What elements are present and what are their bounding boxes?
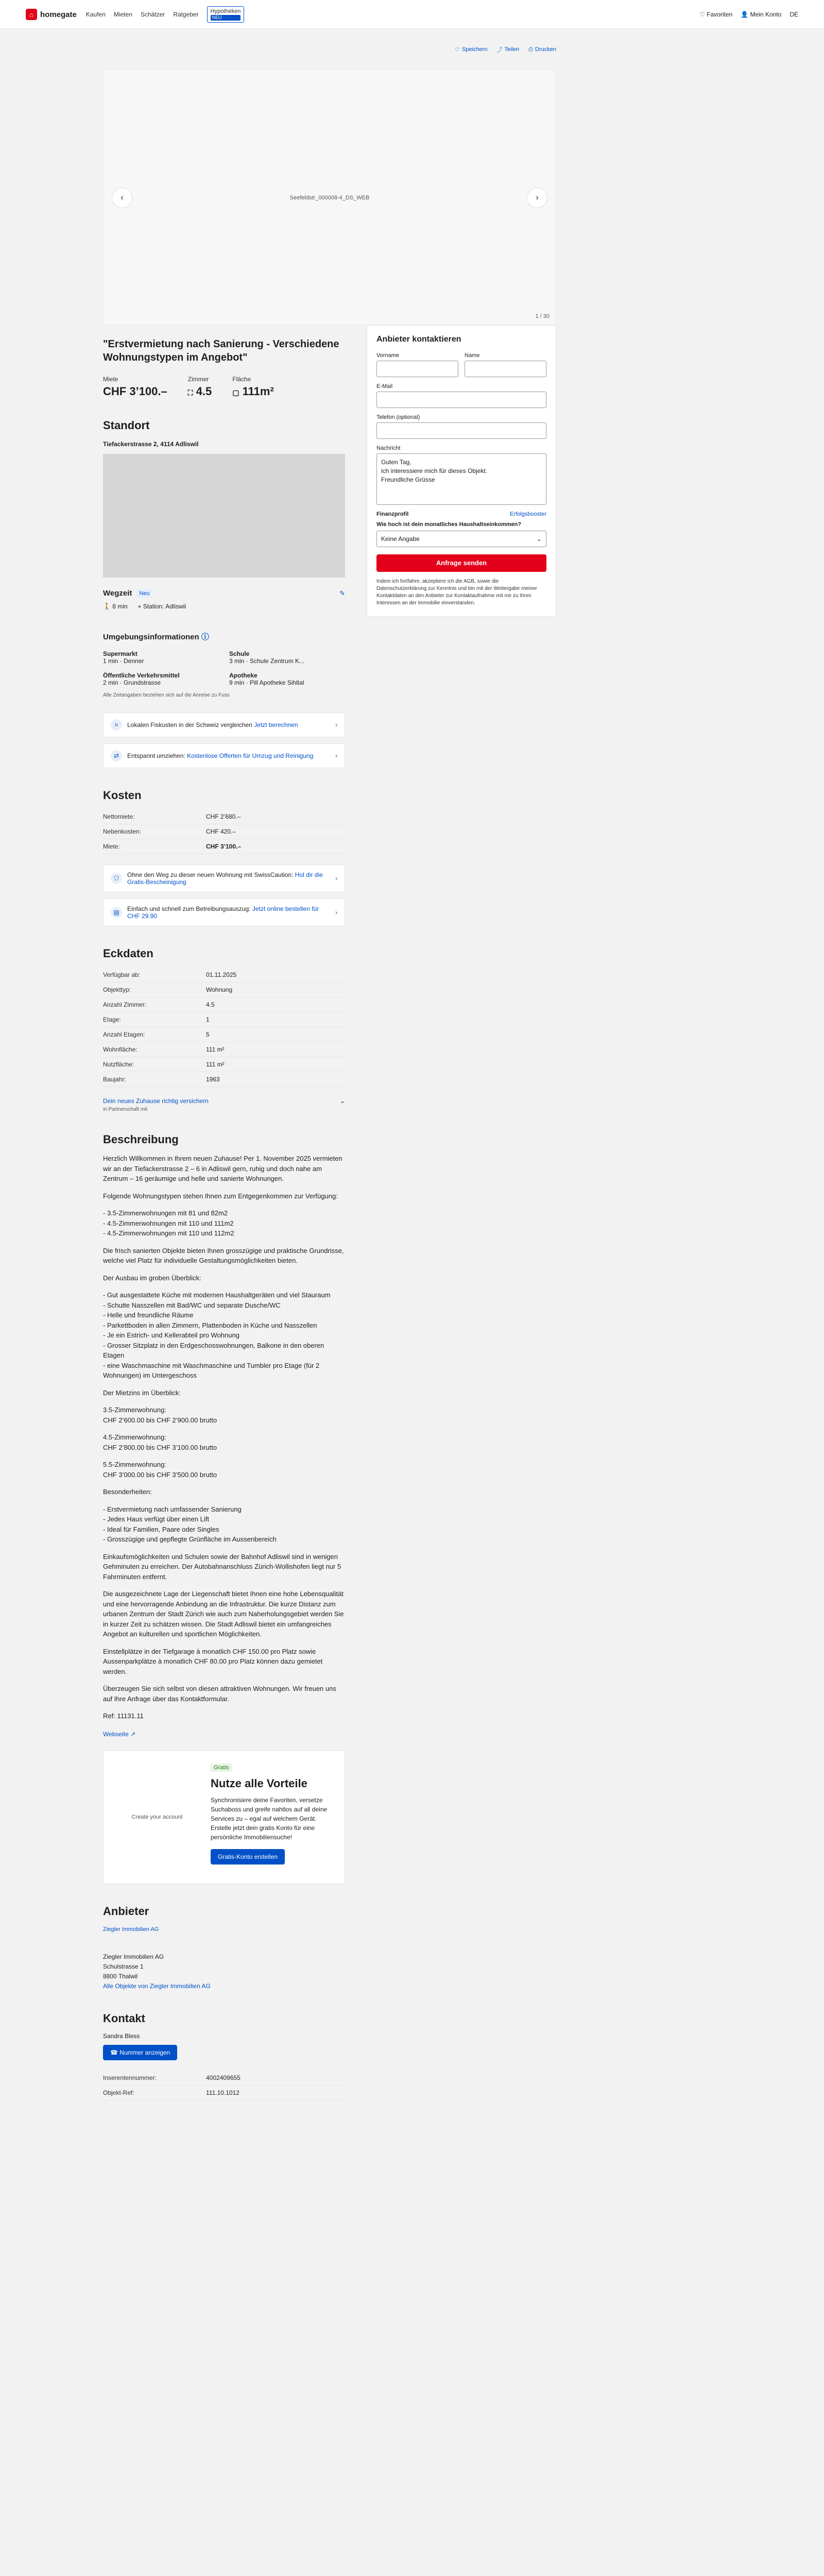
listing-content <box>103 325 345 2100</box>
nav-hypotheken-label: Hypotheken <box>210 8 241 14</box>
rent-label: Miete <box>103 376 118 383</box>
contact-row <box>103 2086 345 2100</box>
gallery-image: Seefeldstr_000008-4_DS_WEB <box>289 194 370 201</box>
location-heading: Standort <box>103 419 150 432</box>
website-link[interactable] <box>103 1731 135 1738</box>
heart-icon: ♡ <box>455 46 460 53</box>
detail-row <box>103 997 345 1012</box>
detail-label: Wohnfläche: <box>103 1046 138 1053</box>
create-account-button[interactable]: Gratis-Konto erstellen <box>211 1849 285 1865</box>
share-label: Teilen <box>504 46 520 53</box>
last-name-label: Name <box>465 352 480 359</box>
rent-value: CHF 3’100.– <box>103 385 167 398</box>
provider-city: 8800 Thalwil <box>103 1972 138 1980</box>
listing-title: "Erstvermietung nach Sanierung - Verschiedene Wohnungstypen im Angebot" <box>103 338 339 363</box>
travel-destination-value: Station: Adliswil <box>143 603 186 610</box>
chevron-left-icon: ‹ <box>121 193 124 202</box>
detail-value: 01.11.2025 <box>206 971 237 978</box>
cost-label: Nettomiete: <box>103 813 135 820</box>
surroundings-heading-text: Umgebungsinformationen <box>103 633 199 641</box>
share-button[interactable] <box>496 45 519 54</box>
contact-value: 4002409655 <box>206 2074 241 2082</box>
gallery-counter: 1 / 30 <box>535 313 550 319</box>
caution-card-link[interactable]: Hol dir die Gratis-Bescheinigung <box>127 871 323 886</box>
household-select-value: Keine Angabe <box>381 535 420 543</box>
first-name-label: Vorname <box>376 352 400 359</box>
walk-icon: 🚶 <box>103 603 111 610</box>
surrounding-value: 1 min · Denner <box>103 657 144 665</box>
detail-value: 1963 <box>206 1076 220 1083</box>
description-paragraph: Einstellplätze in der Tiefgarage à monatlich CHF 150.00 pro Platz sowie Aussenparkplätze à monatlich CHF 80.00 pro Platz können dazu gemietet werden. <box>103 1647 323 1675</box>
form-heading: Anbieter kontaktieren <box>376 335 461 344</box>
provider-all-link[interactable]: Alle Objekte von Ziegler Immobilien AG <box>103 1982 211 1990</box>
description-paragraph: 4.5-Zimmerwohnung: CHF 2’800.00 bis CHF 3’100.00 brutto <box>103 1433 217 1451</box>
show-number-button[interactable] <box>103 2045 177 2060</box>
surrounding-item <box>229 672 345 686</box>
surroundings-section <box>103 631 345 698</box>
new-badge: Neu <box>136 589 152 598</box>
pin-icon: ⌖ <box>138 603 142 610</box>
financing-label: Finanzprofil <box>376 511 409 517</box>
detail-value: 4.5 <box>206 1001 215 1008</box>
area-icon: ▢ <box>232 388 239 397</box>
contact-value: 111.10.1012 <box>206 2089 239 2097</box>
chevron-down-icon: ⌄ <box>339 1097 345 1105</box>
detail-row <box>103 1072 345 1087</box>
surrounding-label: Öffentliche Verkehrsmittel <box>103 672 180 679</box>
address: Tiefackerstrasse 2, 4114 Adliswil <box>103 440 199 448</box>
homegate-logo[interactable] <box>26 9 77 20</box>
cost-value: CHF 420.– <box>206 828 236 835</box>
moving-card[interactable] <box>103 743 345 768</box>
costs-heading: Kosten <box>103 789 142 802</box>
chevron-right-icon: › <box>335 875 337 882</box>
cost-row <box>103 809 345 824</box>
insurance-link[interactable]: Dein neues Zuhause richtig versichern <box>103 1097 209 1105</box>
detail-label: Verfügbar ab: <box>103 971 141 978</box>
financing-link[interactable]: Erfolgsbooster <box>510 511 546 517</box>
caution-card[interactable] <box>103 865 345 892</box>
new-badge: NEU <box>211 15 241 21</box>
detail-value: 1 <box>206 1016 210 1023</box>
email-label: E-Mail <box>376 383 393 389</box>
last-name-input[interactable] <box>465 361 546 377</box>
nav-mieten[interactable]: Mieten <box>113 10 132 18</box>
phone-input[interactable] <box>376 422 546 439</box>
show-number-label: Nummer anzeigen <box>119 2049 170 2057</box>
description-paragraph: Der Ausbau im groben Überblick: <box>103 1274 201 1282</box>
location-section <box>103 419 345 611</box>
description-paragraph: Folgende Wohnungstypen stehen Ihnen zum Entgegenkommen zur Verfügung: <box>103 1192 338 1200</box>
description-paragraph: Einkaufsmöglichkeiten und Schulen sowie der Bahnhof Adliswil sind in wenigen Gehminuten zu erreichen. Der Autobahnanschluss Zürich-Wollishofen liegt nur 5 Fahrminuten entfernt. <box>103 1552 341 1581</box>
description-paragraph: - Gut ausgestattete Küche mit modernen Haushaltgeräten und viel Stauraum - Schutte Nasszellen mit Bad/WC und separate Dusche/WC - Helle und freundliche Räume - Parkettboden in allen Zimmern, Plattenboden in Küche und Nasszellen - Je ein Estrich- und Kellerabteil pro Wohnung - Grosser Sitzplatz in den Erdgeschosswohnungen, Balkone in den oberen Etagen - eine Waschmaschine mit Waschmaschine und Tumbler pro Etage (für 2 Wohnungen) im Untergeschoss <box>103 1291 331 1379</box>
contact-label: Inserentennummer: <box>103 2074 157 2082</box>
edit-icon[interactable]: ✎ <box>339 589 345 597</box>
promo-image: Create your account <box>131 1814 183 1820</box>
description-paragraph: 3.5-Zimmerwohnung: CHF 2’600.00 bis CHF 2’900.00 brutto <box>103 1406 217 1424</box>
provider-name: Ziegler Immobilien AG <box>103 1953 164 1960</box>
details-section <box>103 947 345 1112</box>
form-legal: Indem ich fortfahre, akzeptiere ich die AGB, sowie die Datenschutzerklärung zur Kenntnis und bin mit der Weitergabe meiner Kontaktdaten an den Anbieter zur Kontaktaufnahme mit mir zu ihren Interessen an der Immobilie einverstanden. <box>376 579 537 606</box>
cost-row <box>103 839 345 854</box>
detail-label: Etage: <box>103 1016 121 1023</box>
gallery-next-button[interactable] <box>527 188 547 208</box>
user-icon: 👤 <box>741 11 749 18</box>
debt-card-link[interactable]: Jetzt online bestellen für CHF 29.90 <box>127 905 319 920</box>
area-label: Fläche <box>232 376 251 383</box>
contact-heading: Kontakt <box>103 2012 145 2025</box>
info-icon[interactable]: ⓘ <box>201 633 209 641</box>
tax-card[interactable] <box>103 713 345 737</box>
cost-label: Miete: <box>103 843 120 850</box>
detail-label: Objekttyp: <box>103 986 131 993</box>
detail-row <box>103 1042 345 1057</box>
description-section <box>103 1133 345 1738</box>
chevron-right-icon: › <box>335 752 337 759</box>
chevron-right-icon: › <box>335 721 337 728</box>
contact-row <box>103 2071 345 2086</box>
shield-icon: ⛉ <box>111 873 122 884</box>
promo-heading: Nutze alle Vorteile <box>211 1776 307 1790</box>
provider-street: Schulstrasse 1 <box>103 1962 144 1970</box>
household-select[interactable] <box>376 531 546 547</box>
description-paragraph: Der Mietzins im Überblick: <box>103 1388 181 1397</box>
save-label: Speichern <box>461 46 488 53</box>
debt-card-text: Einfach und schnell zum Betreibungsauszug: <box>127 905 251 912</box>
contact-section <box>103 2012 345 2100</box>
submit-button[interactable]: Anfrage senden <box>376 554 546 572</box>
detail-value: Wohnung <box>206 986 233 993</box>
website-link-label: Webseite <box>103 1730 129 1738</box>
account-link[interactable] <box>741 11 781 18</box>
account-promo <box>103 1750 345 1884</box>
surrounding-label: Apotheke <box>229 672 258 679</box>
email-input[interactable] <box>376 392 546 408</box>
description-paragraph: - 3.5-Zimmerwohnungen mit 81 und 82m2 - 4.5-Zimmerwohnungen mit 110 und 111m2 - 4.5-Zimmerwohnungen mit 110 und 112m2 <box>103 1209 234 1237</box>
message-textarea[interactable]: Guten Tag, ich interessiere mich für dieses Objekt. Freundliche Grüsse <box>376 453 546 505</box>
cost-label: Nebenkosten: <box>103 828 142 835</box>
nav-kaufen[interactable]: Kaufen <box>85 10 106 18</box>
detail-row <box>103 1057 345 1072</box>
tax-card-link[interactable]: Jetzt berechnen <box>254 721 298 728</box>
caution-card-text: Ohne den Weg zu dieser neuen Wohnung mit SwissCaution: <box>127 871 294 878</box>
location-map[interactable] <box>103 454 345 578</box>
surrounding-item <box>103 672 219 686</box>
print-label: Drucken <box>535 46 556 53</box>
calculator-icon: ⌗ <box>111 719 122 731</box>
details-heading: Eckdaten <box>103 947 153 960</box>
surroundings-heading <box>103 631 345 642</box>
main-nav <box>86 6 245 23</box>
insurance-note: in Partnerschaft mit <box>103 1107 148 1112</box>
gallery-prev-button[interactable] <box>112 188 132 208</box>
nav-schaetzer[interactable]: Schätzer <box>140 10 165 18</box>
provider-heading: Anbieter <box>103 1904 149 1918</box>
save-button[interactable] <box>455 46 487 53</box>
travel-destination <box>138 603 186 611</box>
detail-row <box>103 1012 345 1027</box>
description-paragraph: Die frisch sanierten Objekte bieten Ihnen grosszügige und praktische Grundrisse, welche viel Platz für individuelle Gestaltungsmöglichkeiten bieten. <box>103 1246 344 1264</box>
provider-logo[interactable]: Ziegler Immobilien AG <box>103 1926 159 1933</box>
message-label: Nachricht <box>376 445 401 451</box>
promo-text: Synchronisiere deine Favoriten, versetze Suchaboss und greife nahtlos auf all deine Services zu – egal auf welchem Gerät. Erstelle jetzt dein gratis Konto für eine persönliche Immobiliensuche! <box>211 1796 328 1841</box>
surrounding-item <box>229 650 345 665</box>
costs-section <box>103 789 345 926</box>
logo-text: homegate <box>40 10 77 19</box>
phone-icon: ☎ <box>110 2049 118 2057</box>
rooms-number: 4.5 <box>196 385 212 398</box>
truck-icon: ⇄ <box>111 750 122 761</box>
description-paragraph: Herzlich Willkommen in Ihrem neuen Zuhause! Per 1. November 2025 vermieten wir an der Tiefackerstrasse 2 – 6 in Adliswil gern, ruhig und doch nahe am Zentrum – 16 geräumige und helle und sanierte Wohnungen. <box>103 1155 342 1182</box>
cost-row <box>103 824 345 839</box>
surrounding-item <box>103 650 219 665</box>
description-paragraph: Ref: 11131.11 <box>103 1712 144 1720</box>
cost-value: CHF 2’680.– <box>206 813 241 820</box>
surrounding-label: Supermarkt <box>103 650 138 657</box>
area-value <box>232 385 274 398</box>
print-icon: ⎙ <box>528 46 534 53</box>
detail-label: Baujahr: <box>103 1076 126 1083</box>
detail-row <box>103 968 345 982</box>
phone-label: Telefon (optional) <box>376 414 420 420</box>
nav-ratgeber[interactable]: Ratgeber <box>173 10 199 18</box>
area-number: 111m² <box>242 385 274 398</box>
description-paragraph: - Erstvermietung nach umfassender Sanierung - Jedes Haus verfügt über einen Lift - Ideal für Familien, Paare oder Singles - Grosszügige und gepflegte Grünfläche im Aussenbereich <box>103 1505 277 1543</box>
print-button[interactable] <box>528 46 556 53</box>
description-paragraph: 5.5-Zimmerwohnung: CHF 3’000.00 bis CHF 3’500.00 brutto <box>103 1461 217 1479</box>
description-paragraph: Besonderheiten: <box>103 1488 152 1496</box>
rooms-value <box>188 385 212 398</box>
home-icon: ⌂ <box>26 9 37 20</box>
first-name-input[interactable] <box>376 361 458 377</box>
document-icon: ▤ <box>111 907 122 918</box>
detail-value: 111 m² <box>206 1046 225 1053</box>
chevron-right-icon: › <box>536 193 539 202</box>
nav-hypotheken[interactable] <box>207 6 245 23</box>
site-header <box>0 0 824 29</box>
provider-section <box>103 1905 345 1992</box>
surrounding-value: 3 min · Schule Zentrum K... <box>229 657 305 665</box>
tax-card-text: Lokalen Fiskusten in der Schweiz vergleichen <box>127 721 252 728</box>
surrounding-label: Schule <box>229 650 250 657</box>
detail-value: 111 m² <box>206 1061 225 1068</box>
key-facts <box>103 376 345 398</box>
rooms-icon: ⛶ <box>187 388 193 397</box>
description-paragraph: Die ausgezeichnete Lage der Liegenschaft bietet Ihnen eine hohe Lebensqualität und eine hervorragende Anbindung an die Infrastruktur. Die kurze Distanz zum urbanen Zentrum der Stadt Zürich wie auch zum Naherholungsgebiet werden Sie in kurzer Zeit zu schätzen wissen. Die Stadt Adliswil bietet ein umfangreiches Angebot an kulturellen und sportlichen Möglichkeiten. <box>103 1590 344 1638</box>
favorites-label: Favoriten <box>707 11 733 18</box>
listing-actions <box>103 29 556 70</box>
moving-card-text: Entspannt umziehen: <box>127 752 185 759</box>
chevron-down-icon: ⌄ <box>536 535 542 543</box>
surroundings-note: Alle Zeitangaben beziehen sich auf die Anreise zu Fuss <box>103 692 230 698</box>
account-label: Mein Konto <box>750 11 782 18</box>
contact-form <box>367 325 556 617</box>
free-badge: Gratis <box>211 1764 232 1772</box>
surrounding-value: 9 min · Pill Apotheke Sihltal <box>229 679 304 686</box>
description-heading: Beschreibung <box>103 1133 179 1146</box>
surrounding-value: 2 min · Grundstrasse <box>103 679 161 686</box>
description-paragraph: Überzeugen Sie sich selbst von diesen attraktiven Wohnungen. Wir freuen uns auf Ihre Anfrage über das Kontaktformular. <box>103 1685 336 1703</box>
detail-row <box>103 1027 345 1042</box>
contact-label: Objekt-Ref: <box>103 2089 134 2097</box>
travel-time <box>103 603 128 611</box>
chevron-right-icon: › <box>335 909 337 916</box>
favorites-link[interactable] <box>699 11 732 18</box>
household-question: Wie hoch ist dein monatliches Haushaltseinkommen? <box>376 521 522 528</box>
heart-icon: ♡ <box>699 11 705 18</box>
share-icon: ⤴ <box>496 47 503 53</box>
detail-label: Nutzfläche: <box>103 1061 134 1068</box>
detail-label: Anzahl Etagen: <box>103 1031 145 1038</box>
language-switch[interactable]: DE <box>789 11 798 18</box>
rooms-label: Zimmer <box>187 376 209 383</box>
moving-card-link[interactable]: Kostenlose Offerten für Umzug und Reinigung <box>187 752 314 759</box>
debt-card[interactable] <box>103 899 345 926</box>
image-gallery[interactable] <box>103 70 556 325</box>
detail-label: Anzahl Zimmer: <box>103 1001 147 1008</box>
travel-heading: Wegzeit <box>103 589 132 598</box>
detail-row <box>103 982 345 997</box>
cost-value: CHF 3’100.– <box>206 843 242 850</box>
detail-value: 5 <box>206 1031 210 1038</box>
contact-person: Sandra Bless <box>103 2032 140 2040</box>
insurance-row[interactable] <box>103 1097 345 1105</box>
external-link-icon: ↗ <box>130 1730 136 1738</box>
travel-time-value: 8 min <box>112 603 128 610</box>
listing-main <box>103 29 556 2097</box>
